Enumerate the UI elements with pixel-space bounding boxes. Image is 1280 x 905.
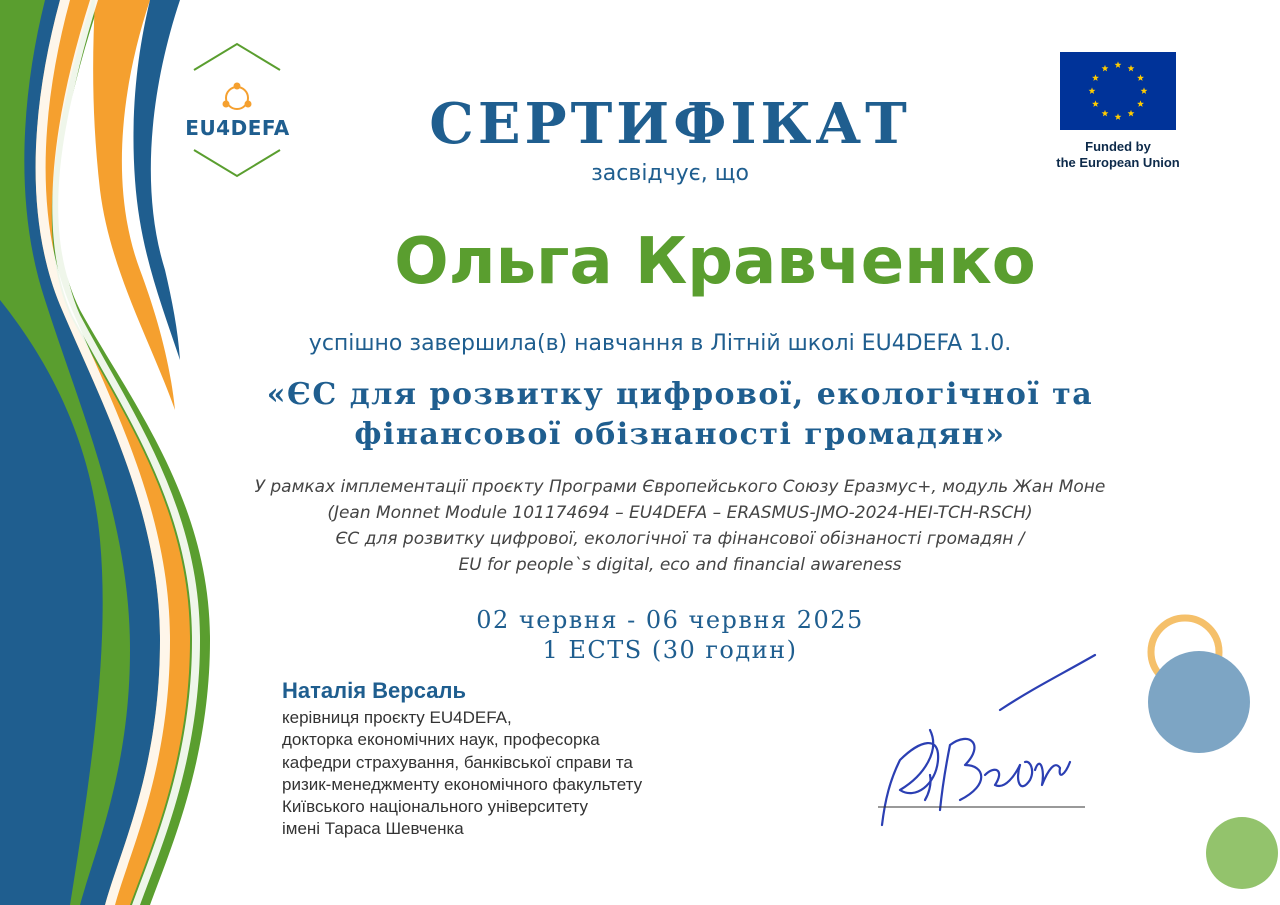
signer-role bbox=[282, 707, 742, 841]
signer-role-line-2: докторка економічних наук, професорка bbox=[282, 730, 600, 750]
date-range: 02 червня - 06 червня 2025 bbox=[476, 606, 864, 634]
handwritten-signature bbox=[870, 650, 1100, 840]
context-line-4: EU for people`s digital, eco and financial awareness bbox=[458, 555, 902, 575]
recipient-name: Ольга Кравченко bbox=[394, 225, 1036, 299]
logo-text: EU4DEFA bbox=[185, 116, 290, 140]
signer-name: Наталія Версаль bbox=[282, 678, 466, 703]
logo-hexagon-icon bbox=[180, 40, 295, 182]
eu4defa-logo bbox=[180, 40, 295, 182]
context-line-2: (Jean Monnet Module 101174694 – EU4DEFA – ERASMUS-JMO-2024-HEI-TCH-RSCH) bbox=[327, 503, 1033, 523]
signer-role-line-4: ризик-менеджменту економічного факультету bbox=[282, 774, 643, 794]
signer-role-line-3: кафедри страхування, банківської справи та bbox=[282, 752, 633, 772]
signer-role-line-5: Київського національного університету bbox=[282, 797, 589, 817]
signer-role-line-1: керівниця проєкту EU4DEFA, bbox=[282, 708, 512, 727]
program-title-line-2: фінансової обізнаності громадян» bbox=[354, 417, 1006, 452]
program-title bbox=[200, 375, 1160, 455]
decor-circle-blue bbox=[1148, 651, 1250, 753]
completion-text: успішно завершила(в) навчання в Літній школі EU4DEFA 1.0. bbox=[308, 331, 1012, 356]
signer-role-line-6: імені Тараса Шевченка bbox=[282, 819, 464, 839]
program-title-line-1: «ЄС для розвитку цифрової, екологічної та bbox=[266, 377, 1094, 412]
eu-funding-line-2: the European Union bbox=[1056, 155, 1180, 170]
eu-funding-line-1: Funded by bbox=[1085, 139, 1151, 154]
certificate-title: СЕРТИФІКАТ bbox=[429, 91, 911, 157]
eu-funding-text bbox=[1035, 139, 1201, 171]
certificate-subtitle: засвідчує, що bbox=[591, 161, 749, 186]
decor-circle-green bbox=[1206, 817, 1278, 889]
ects-credits: 1 ECTS (30 годин) bbox=[542, 636, 798, 664]
context-line-3: ЄС для розвитку цифрової, екологічної та фінансової обізнаності громадян / bbox=[335, 529, 1025, 549]
program-context bbox=[200, 474, 1160, 578]
context-line-1: У рамках імплементації проєкту Програми Європейського Союзу Еразмус+, модуль Жан Моне bbox=[254, 477, 1106, 497]
eu-flag-icon bbox=[1060, 52, 1176, 130]
